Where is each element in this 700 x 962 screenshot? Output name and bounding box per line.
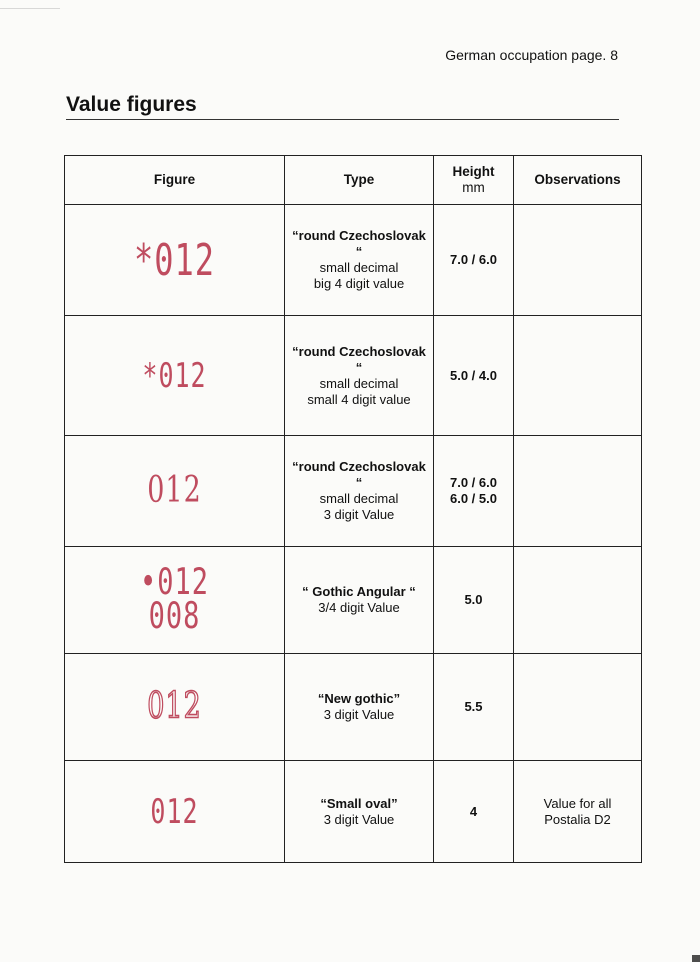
height-value: 6.0 / 5.0 [450,491,497,506]
scan-artifact [0,8,60,9]
type-desc: big 4 digit value [313,276,405,291]
table-row [65,316,642,436]
observations-cell [514,761,642,863]
type-desc: small 4 digit value [307,391,411,407]
type-name: “New gothic” [317,691,401,706]
height-value: 5.5 [464,699,483,714]
observation-text: Value for all [543,795,612,811]
table-row [65,761,642,863]
type-name: “ Gothic Angular “ [302,584,416,599]
height-cell [434,654,514,761]
observations-cell [514,205,642,316]
type-desc: 3 digit Value [323,707,395,722]
col-header-height-unit: mm [462,180,485,195]
value-figure-stamp: 008 [148,595,201,638]
type-cell [285,761,434,863]
observation-text: Postalia D2 [544,811,611,827]
type-desc: 3 digit Value [323,811,395,827]
section-title: Value figures [66,93,197,116]
type-cell [285,547,434,654]
value-figure-stamp: *012 [142,355,207,395]
col-header-type: Type [285,156,434,205]
table-row [65,436,642,547]
col-header-observations: Observations [514,156,642,205]
type-name: “round Czechoslovak “ [292,459,426,490]
value-figure-stamp: *012 [133,234,216,286]
height-cell [434,761,514,863]
height-cell [434,205,514,316]
type-name: “round Czechoslovak “ [292,228,426,259]
figure-cell [65,547,285,654]
observations-cell [514,654,642,761]
page-header: German occupation page. 8 [445,47,618,63]
col-header-height [434,156,514,205]
height-value: 4 [469,803,478,819]
type-desc: 3/4 digit Value [318,600,400,615]
value-figure-stamp: 012 [150,791,199,831]
figure-cell [65,654,285,761]
value-figures-table [64,155,642,863]
type-desc: small decimal [319,375,399,391]
table-header-row [65,156,642,205]
type-name: “Small oval” [320,795,398,811]
type-desc: small decimal [319,260,399,275]
observations-cell [514,436,642,547]
scan-artifact [692,955,700,962]
type-cell [285,205,434,316]
value-figure-stamp: 012 [147,469,202,512]
observations-cell [514,547,642,654]
type-cell [285,654,434,761]
table-row [65,205,642,316]
table-row [65,547,642,654]
type-desc: small decimal [319,491,399,506]
height-cell [434,316,514,436]
height-value: 5.0 / 4.0 [450,367,497,383]
type-cell [285,436,434,547]
type-cell [285,316,434,436]
value-figure-stack [69,561,280,638]
height-value: 7.0 / 6.0 [450,252,497,267]
type-desc: 3 digit Value [323,507,395,522]
col-header-figure: Figure [65,156,285,205]
figure-cell [65,316,285,436]
value-figure-stamp: 012 [147,685,202,728]
observations-cell [514,316,642,436]
height-value: 7.0 / 6.0 [450,475,497,490]
figure-cell [65,205,285,316]
figure-cell [65,436,285,547]
table-row [65,654,642,761]
height-cell [434,436,514,547]
col-header-height-label: Height [452,164,495,179]
height-value: 5.0 [464,592,483,607]
type-name: “round Czechoslovak “ [292,343,426,375]
value-figure-stamp: •012 [139,561,210,604]
figure-cell [65,761,285,863]
title-underline [66,119,619,120]
height-cell [434,547,514,654]
